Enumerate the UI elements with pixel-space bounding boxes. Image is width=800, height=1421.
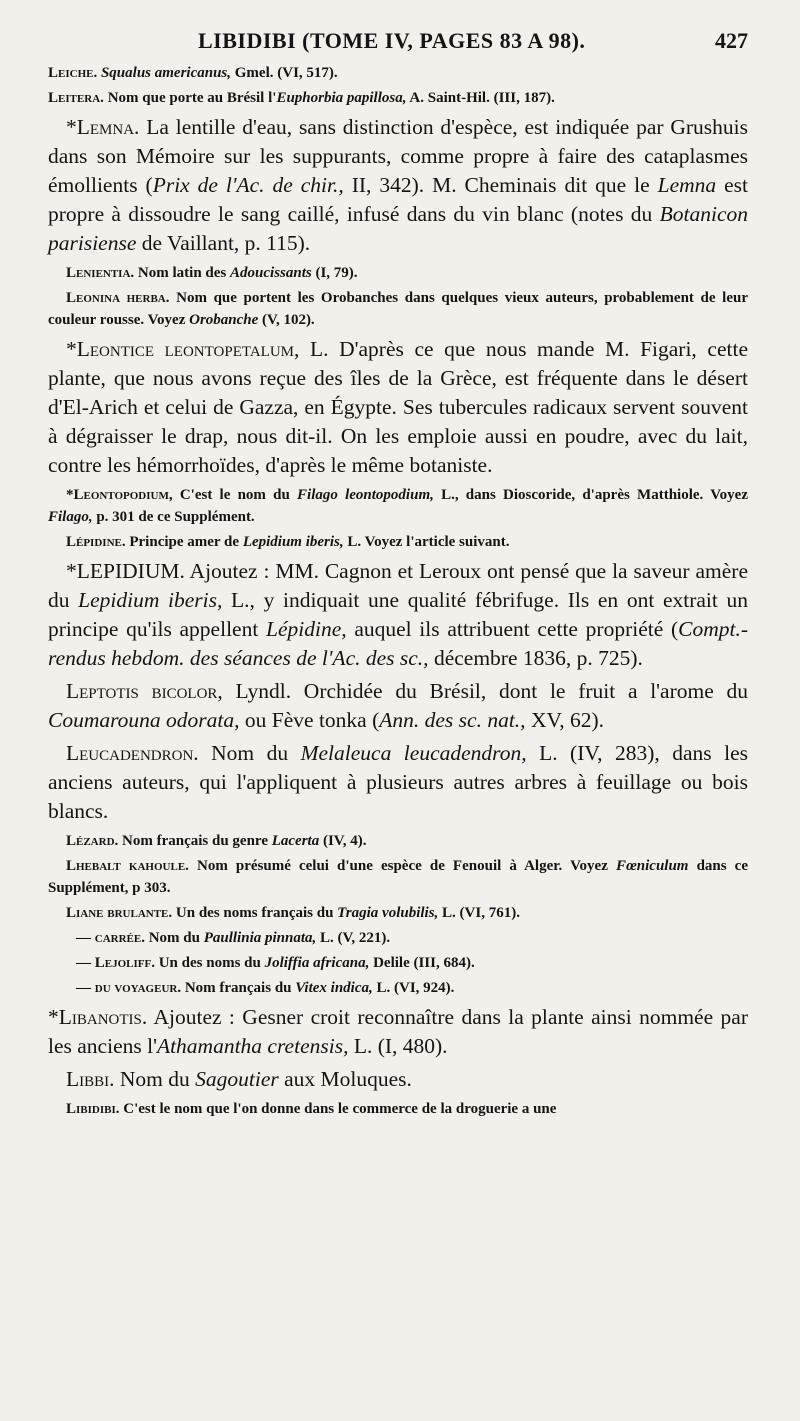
entry-leontopodium (48, 484, 748, 528)
entry-italic: Orobanche (189, 312, 259, 328)
entry-text: Nom du (114, 1067, 196, 1091)
entry-lenientia (48, 262, 748, 284)
entry-text: est propre à dissoudre le sang caillé, infusé dans du vin blanc (notes du (48, 173, 748, 226)
entry-libbi (48, 1065, 748, 1094)
entry-text: Nom français du genre (118, 833, 272, 849)
entry-head: Libbi. (66, 1067, 115, 1091)
entry-italic: Lépidine, (266, 617, 347, 641)
entry-italic: Filago leontopodium, (297, 487, 434, 503)
entry-text: Nom français du (181, 980, 296, 996)
entry-head: Leptotis bicolor, (66, 679, 223, 703)
entry-text: Ajoutez : MM. Cagnon et Leroux ont pensé que la saveur amère du (48, 559, 748, 612)
entry-text: L., dans Dioscoride, d'après Matthiole. Voyez (433, 487, 748, 503)
entry-libanotis (48, 1003, 748, 1061)
entry-head: Lhebalt kahoule. (66, 858, 189, 874)
entry-text: (V, 102). (258, 312, 315, 328)
entry-liane-brulante (48, 902, 748, 924)
header-title: LIBIDIBI (TOME IV, PAGES 83 A 98). (198, 28, 586, 53)
entry-text: Un des noms du (154, 955, 265, 971)
entry-text: dans ce Supplément, p 303. (48, 858, 748, 896)
entry-text: II, 342). M. Cheminais dit que le (343, 173, 658, 197)
entry-head: Libidibi. (66, 1101, 120, 1117)
entry-head: *Leontice leontopetalum, (66, 337, 300, 361)
entry-italic: Lepidium iberis, (242, 534, 344, 550)
entry-text: C'est le nom que l'on donne dans le commerce de la droguerie a une (119, 1101, 557, 1117)
entry-italic: Melaleuca leucadendron, (300, 741, 527, 765)
entry-text: L. Voyez l'article suivant. (343, 534, 510, 550)
entry-text: C'est le nom du (172, 487, 298, 503)
entry-head: Lenientia. (66, 265, 135, 281)
entry-text: L. (V, 221). (316, 930, 391, 946)
entry-head: — du voyageur. (76, 980, 182, 996)
entry-text: Nom latin des (134, 265, 231, 281)
entry-italic: Botanicon parisiense (48, 202, 748, 255)
entry-text: L., y indiquait une qualité fébrifuge. Ils en ont extrait un principe qu'ils appellent (48, 588, 749, 641)
entry-head: — carrée. (76, 930, 145, 946)
entry-italic: Paullinia pinnata, (203, 930, 317, 946)
entry-italic: Ann. des sc. nat., (379, 708, 526, 732)
entry-text: de Vaillant, p. 115). (136, 231, 311, 255)
entry-text: (I, 79). (311, 265, 358, 281)
entry-text: (IV, 4). (319, 833, 367, 849)
entry-text: ou Fève tonka ( (239, 708, 380, 732)
entry-italic: Fœniculum (615, 858, 689, 874)
entry-italic: Coumarouna odorata, (48, 708, 240, 732)
entry-text: Un des noms français du (172, 905, 338, 921)
entry-head: — Lejoliff. (76, 955, 155, 971)
entry-head: *Libanotis. (48, 1005, 148, 1029)
entry-head: Leonina herba. (66, 290, 170, 306)
entry-text: Delile (III, 684). (369, 955, 475, 971)
entry-leontice (48, 335, 748, 480)
entry-liane-du-voyageur (48, 977, 748, 999)
entry-text: L. D'après ce que nous mande M. Figari, cette plante, que nous avons reçue des îles de la Grèce, est fréquente dans le désert d'El-Arich et celui de Gazza, en Égypte. Ses tubercules radicaux servent souvent à dégraisser le drap, nous dit-il. On les emploie aussi en poudre, avec du lait, contre les hémorrhoïdes, d'après le même botaniste. (48, 337, 748, 477)
entry-head: Leiche. (48, 65, 98, 81)
entry-lhebalt-kahoule (48, 855, 748, 899)
entry-text: Ajoutez : Gesner croit reconnaître dans la plante ainsi nommée par les anciens l' (48, 1005, 748, 1058)
entry-italic: Vitex indica, (295, 980, 373, 996)
entry-text: A. Saint-Hil. (III, 187). (406, 90, 555, 106)
entry-text: Gmel. (VI, 517). (231, 65, 338, 81)
entry-text: XV, 62). (525, 708, 605, 732)
entry-italic: Sagoutier (195, 1067, 279, 1091)
entry-lemna (48, 113, 748, 258)
entry-text: Nom que portent les Orobanches dans quelques vieux auteurs, probablement de leur couleur rousse. Voyez (48, 290, 748, 328)
entry-text: p. 301 de ce Supplément. (92, 509, 255, 525)
entry-head: Leucadendron. (66, 741, 199, 765)
entry-text: L. (IV, 283), dans les anciens auteurs, qui l'appliquent à plusieurs autres arbres à feuillage ou bois blancs. (48, 741, 749, 823)
entry-text: Lyndl. Orchidée du Brésil, dont le fruit a l'arome du (222, 679, 748, 703)
entry-italic: Prix de l'Ac. de chir., (152, 173, 344, 197)
document-page (48, 28, 748, 1123)
page-number: 427 (715, 28, 748, 53)
entry-text: aux Moluques. (278, 1067, 412, 1091)
entry-leptotis (48, 677, 748, 735)
running-header (48, 28, 748, 54)
entry-italic: Compt.-rendus hebdom. des séances de l'Ac. des sc., (48, 617, 748, 670)
entry-text: L. (VI, 924). (372, 980, 455, 996)
entry-italic: Filago, (48, 509, 93, 525)
entry-head: Liane brulante. (66, 905, 173, 921)
entry-italic: Squalus americanus, (100, 65, 232, 81)
entry-text: Nom du (198, 741, 301, 765)
entry-leucadendron (48, 739, 748, 826)
entry-lepidine (48, 531, 748, 553)
entry-italic: Joliffia africana, (264, 955, 370, 971)
entry-head: Lézard. (66, 833, 119, 849)
entry-liane-carree (48, 927, 748, 949)
entry-italic: Lacerta (271, 833, 320, 849)
entry-head: Lépidine. (66, 534, 126, 550)
entry-leonina-herba (48, 287, 748, 331)
entry-text: décembre 1836, p. 725). (428, 646, 643, 670)
entry-lepidium (48, 557, 748, 673)
entry-text: Nom que porte au Brésil l' (103, 90, 277, 106)
entry-text: Nom du (144, 930, 204, 946)
entry-italic: Lepidium iberis, (78, 588, 223, 612)
entry-italic: Euphorbia papillosa, (276, 90, 407, 106)
entry-liane-lejoliff (48, 952, 748, 974)
entry-italic: Tragia volubilis, (337, 905, 439, 921)
entry-lezard (48, 830, 748, 852)
entry-head: *LEPIDIUM. (66, 559, 185, 583)
entry-text: Nom présumé celui d'une espèce de Fenouil à Alger. Voyez (188, 858, 616, 874)
entry-head: *Lemna. (66, 115, 140, 139)
entry-italic: Lemna (657, 173, 717, 197)
entry-head: *Leontopodium, (66, 487, 173, 503)
entry-italic: Athamantha cretensis, (156, 1034, 349, 1058)
entry-libidibi (48, 1098, 748, 1120)
entry-text: L. (I, 480). (348, 1034, 448, 1058)
entry-leiche (48, 62, 748, 84)
entry-text: La lentille d'eau, sans distinction d'espèce, est indiquée par Grushuis dans son Mémoire sur les suppurants, comme propre à faire des cataplasmes émollients ( (48, 115, 748, 197)
entry-italic: Adoucissants (230, 265, 312, 281)
entry-head: Leitera. (48, 90, 104, 106)
entry-leitera (48, 87, 748, 109)
entry-text: L. (VI, 761). (438, 905, 520, 921)
entry-text: Principe amer de (125, 534, 243, 550)
entry-text: auquel ils attribuent cette propriété ( (346, 617, 679, 641)
